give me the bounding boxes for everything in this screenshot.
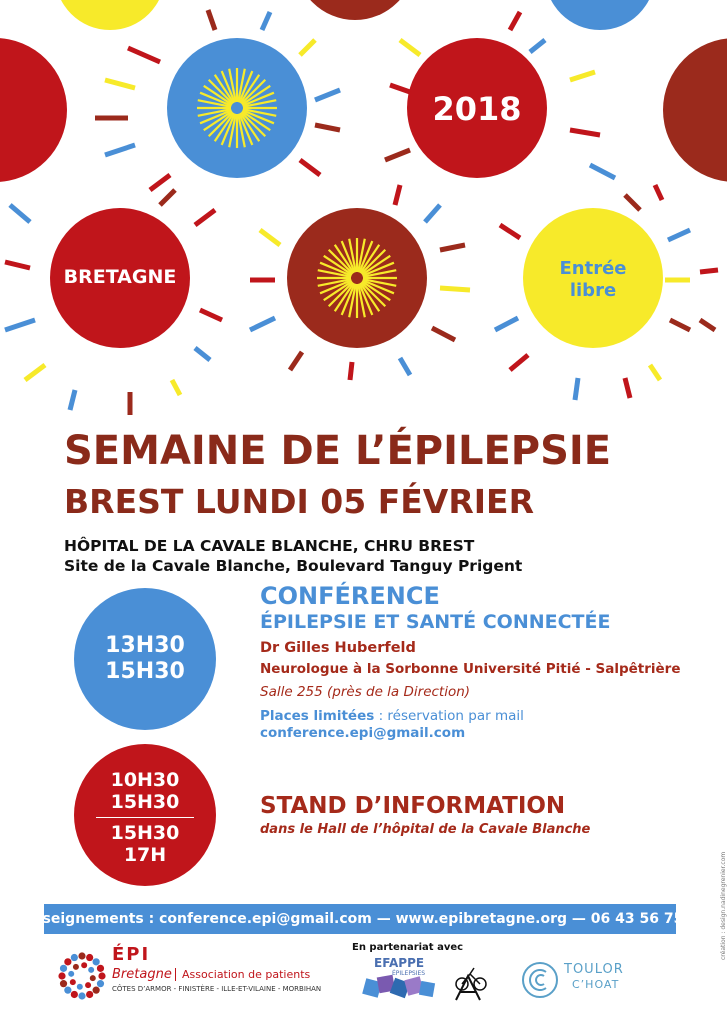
places-label: Places limitées bbox=[260, 708, 375, 724]
darkred-sun-circle bbox=[287, 208, 427, 348]
slot-divider bbox=[96, 817, 194, 818]
epi-dots-logo-icon bbox=[56, 950, 108, 1002]
epi-logo-text: ÉPI bbox=[112, 944, 151, 965]
cycling-logo-icon bbox=[450, 962, 494, 1002]
epi-departments: CÔTES D’ARMOR - FINISTÈRE - ILLE-ET-VILAINE - MORBIHAN bbox=[112, 985, 322, 993]
conference-email-link[interactable]: conference.epi@gmail.com bbox=[260, 725, 466, 741]
top-darkred-circle bbox=[295, 0, 415, 20]
places-info bbox=[260, 708, 524, 724]
stand-slot1-start: 10H30 bbox=[110, 768, 180, 791]
info-bar: Renseignements : conference.epi@gmail.com — www.epibretagne.org — 06 43 56 75 89 bbox=[44, 904, 676, 934]
left-red-circle bbox=[0, 38, 67, 182]
year-label: 2018 bbox=[432, 90, 522, 128]
partner-label: En partenariat avec bbox=[352, 942, 464, 953]
epi-region: Bretagne bbox=[112, 967, 172, 982]
epi-association: Association de patients bbox=[175, 968, 310, 981]
venue-name: HÔPITAL DE LA CAVALE BLANCHE, CHRU BREST bbox=[64, 537, 475, 555]
top-blue-circle bbox=[545, 0, 655, 30]
top-yellow-circle bbox=[55, 0, 165, 30]
speaker-role: Neurologue à la Sorbonne Université Pitié - Salpêtrière bbox=[260, 661, 681, 677]
conference-heading: CONFÉRENCE bbox=[260, 582, 440, 610]
design-credit: création : design.nadinegrenier.com bbox=[720, 851, 727, 960]
stand-slot2-start: 15H30 bbox=[110, 821, 180, 844]
stand-slot1-end: 15H30 bbox=[110, 790, 180, 813]
conference-room: Salle 255 (près de la Direction) bbox=[260, 684, 471, 700]
stand-heading: STAND D’INFORMATION bbox=[260, 793, 566, 819]
toulor-logo-icon bbox=[520, 960, 560, 1000]
efappe-text: EFAPPE bbox=[374, 956, 425, 970]
stand-time-circle bbox=[74, 744, 216, 886]
right-darkred-circle bbox=[663, 38, 727, 182]
conference-topic: ÉPILEPSIE ET SANTÉ CONNECTÉE bbox=[260, 611, 611, 633]
page-title: SEMAINE DE L’ÉPILEPSIE bbox=[64, 428, 612, 474]
toulor-line1: TOULOR bbox=[564, 962, 624, 977]
entry-label bbox=[533, 258, 653, 302]
stand-slot2-end: 17H bbox=[123, 843, 167, 866]
toulor-line2: C’HOAT bbox=[572, 978, 620, 991]
blue-sun-circle bbox=[167, 38, 307, 178]
region-label: BRETAGNE bbox=[63, 266, 177, 288]
places-text: : réservation par mail bbox=[374, 708, 524, 724]
page-subtitle: BREST LUNDI 05 FÉVRIER bbox=[64, 482, 534, 521]
conference-time-circle bbox=[74, 588, 216, 730]
venue-address: Site de la Cavale Blanche, Boulevard Tanguy Prigent bbox=[64, 557, 523, 575]
conference-time-end: 15H30 bbox=[105, 659, 185, 684]
efappe-sub: ÉPILEPSIES bbox=[392, 970, 426, 977]
stand-location: dans le Hall de l’hôpital de la Cavale Blanche bbox=[260, 822, 591, 837]
conference-time-start: 13H30 bbox=[105, 633, 185, 658]
entry-label-line1: Entrée bbox=[559, 258, 627, 279]
speaker-name: Dr Gilles Huberfeld bbox=[260, 640, 416, 656]
entry-label-line2: libre bbox=[569, 280, 617, 301]
